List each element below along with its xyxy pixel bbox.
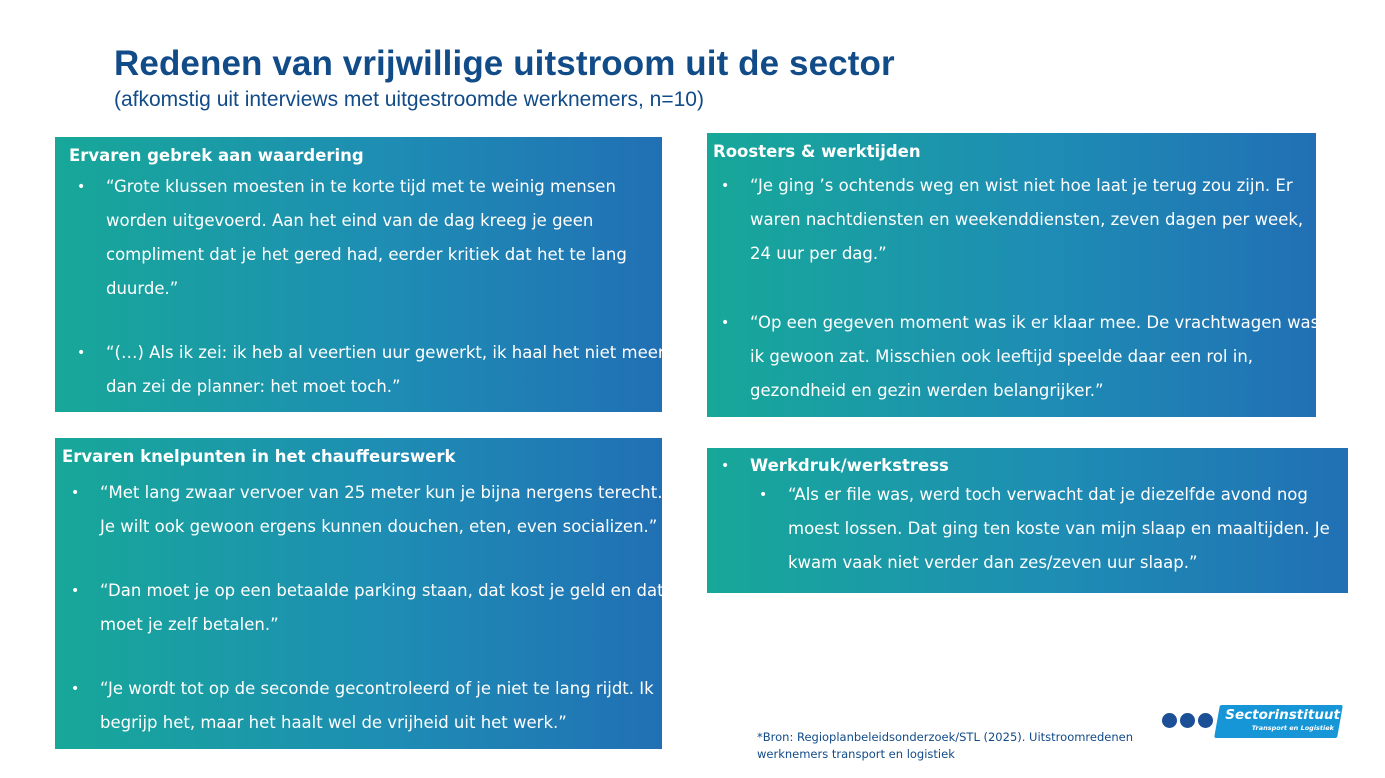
logo-dot-icon [1162,713,1177,728]
panel-workload [707,448,1348,593]
bullet-icon: • [721,178,730,194]
panel-schedules [707,133,1320,417]
quote-line: worden uitgevoerd. Aan het eind van de dag kreeg je geen [106,211,594,230]
quote-item [55,672,662,740]
bullet-icon: • [71,583,80,599]
bullet-icon: • [77,179,86,195]
bullet-icon: • [71,485,80,501]
quote-line: moest lossen. Dat ging ten koste van mijn slaap en maaltijden. Je [788,519,1330,538]
bullet-icon: • [77,345,86,361]
quote-line: Je wilt ook gewoon ergens kunnen douchen, eten, even socializen.” [100,517,658,536]
quote-line: compliment dat je het gered had, eerder kritiek dat het te lang [106,245,627,264]
logo-dot-icon [1198,713,1213,728]
quote-line: dan zei de planner: het moet toch.” [106,377,401,396]
bullet-icon: • [721,458,730,474]
quote-line: “Met lang zwaar vervoer van 25 meter kun je bijna nergens terecht. [100,483,663,502]
quote-item [55,476,662,544]
logo-name: Sectorinstituut [1225,707,1340,723]
logo-dot-icon [1180,713,1195,728]
panel-appreciation-list [55,170,670,404]
quote-line: “(…) Als ik zei: ik heb al veertien uur gewerkt, ik haal het niet meer, [106,343,670,362]
quote-line: “Grote klussen moesten in te korte tijd met te weinig mensen [106,177,616,196]
panel-schedules-list [707,169,1320,408]
bullet-icon: • [721,315,730,331]
panel-bottlenecks-list [55,476,662,740]
panel-schedules-heading: Roosters & werktijden [713,142,921,161]
quote-line: kwam vaak niet verder dan zes/zeven uur slaap.” [788,553,1198,572]
source-footnote [757,729,1133,763]
quote-line: gezondheid en gezin werden belangrijker.” [750,381,1104,400]
panel-workload-heading-row [707,453,1348,479]
quote-item [55,170,662,306]
quote-item [55,336,670,404]
panel-workload-heading: Werkdruk/werkstress [750,456,949,475]
footnote-line: *Bron: Regioplanbeleidsonderzoek/STL (2025). Uitstroomredenen [757,730,1134,744]
quote-item [707,306,1320,408]
slide-subtitle: (afkomstig uit interviews met uitgestroomde werknemers, n=10) [114,88,704,111]
quote-line: “Op een gegeven moment was ik er klaar mee. De vrachtwagen was [750,313,1320,332]
footnote-line: werknemers transport en logistiek [757,747,955,761]
panel-appreciation-heading: Ervaren gebrek aan waardering [69,146,364,165]
bullet-icon: • [759,487,768,503]
quote-item [55,574,662,642]
panel-bottlenecks [55,438,662,749]
panel-bottlenecks-heading: Ervaren knelpunten in het chauffeurswerk [62,447,456,466]
quote-line: ik gewoon zat. Misschien ook leeftijd speelde daar een rol in, [750,347,1254,366]
slide-title: Redenen van vrijwillige uitstroom uit de sector [114,44,895,83]
quote-line: waren nachtdiensten en weekenddiensten, zeven dagen per week, [750,210,1304,229]
quote-line: “Als er file was, werd toch verwacht dat je diezelfde avond nog [788,485,1308,504]
quote-item [707,478,1348,580]
quote-line: “Je wordt tot op de seconde gecontroleerd of je niet te lang rijdt. Ik [100,679,654,698]
bullet-icon: • [71,681,80,697]
panel-workload-list [707,478,1348,580]
quote-item [707,169,1316,271]
quote-line: “Je ging ’s ochtends weg en wist niet hoe laat je terug zou zijn. Er [750,176,1293,195]
quote-line: “Dan moet je op een betaalde parking staan, dat kost je geld en dat [100,581,664,600]
panel-appreciation [55,137,670,412]
quote-line: moet je zelf betalen.” [100,615,279,634]
quote-line: duurde.” [106,279,179,298]
quote-line: 24 uur per dag.” [750,244,887,263]
logo-tagline: Transport en Logistiek [1251,724,1334,732]
quote-line: begrijp het, maar het haalt wel de vrijheid uit het werk.” [100,713,567,732]
